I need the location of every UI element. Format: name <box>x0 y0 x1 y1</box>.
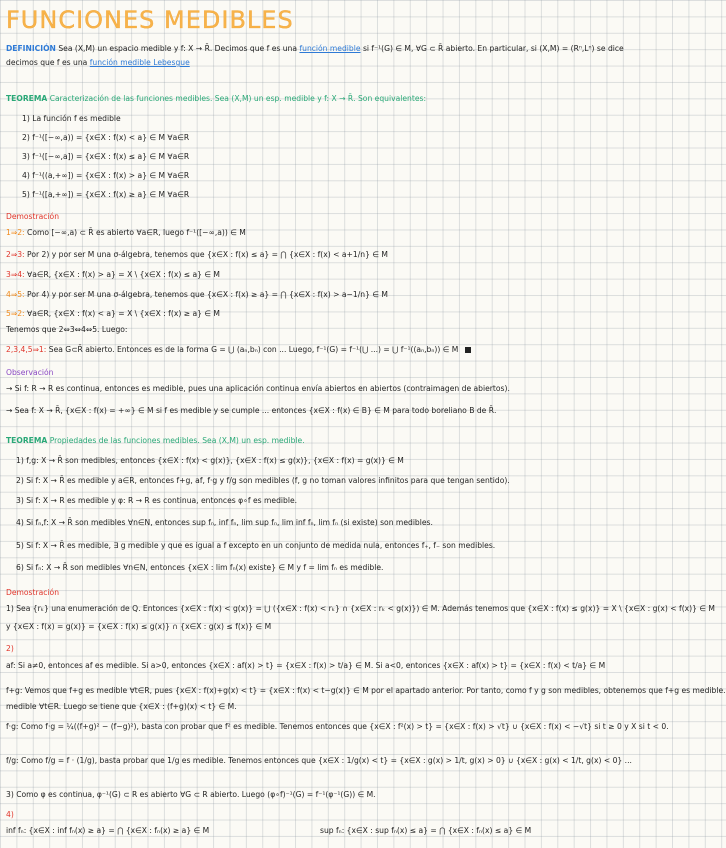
qed-mark <box>465 347 471 353</box>
proof2-line: medible ∀t∈R. Luego se tiene que {x∈X : (f+g)(x) < t} ∈ M. <box>6 702 237 711</box>
definition-line-1 <box>6 44 650 53</box>
theorem2-tag: TEOREMA <box>6 436 48 445</box>
definition-line-2 <box>6 58 650 67</box>
proof1-step: 2⇒3: Por 2) y por ser M una σ-álgebra, tenemos que {x∈X : f(x) ≤ a} = ⋂ {x∈X : f(x) < a+1/n} ∈ M <box>6 250 388 259</box>
note-line: → Sea f: X → R̄, {x∈X : f(x) = +∞} ∈ M si f es medible y se cumple ... entonces {x∈X : f(x) ∈ B} ∈ M para todo boreliano B de R̄. <box>6 406 497 415</box>
definition-highlight-2: función medible Lebesgue <box>89 58 190 67</box>
proof2-line: 4) <box>6 810 14 819</box>
theorem1-item: 2) f⁻¹([−∞,a)) = {x∈X : f(x) < a} ∈ M ∀a∈R <box>22 133 190 142</box>
theorem2-item: 1) f,g: X → R̄ son medibles, entonces {x∈X : f(x) < g(x)}, {x∈X : f(x) ≤ g(x)}, {x∈X : f(x) = g(x)} ∈ M <box>16 456 404 465</box>
theorem2-text: Propiedades de las funciones medibles. Sea (X,M) un esp. medible. <box>49 436 305 445</box>
proof1-step: Tenemos que 2⇔3⇔4⇔5. Luego: <box>6 325 128 334</box>
theorem1-item: 4) f⁻¹((a,+∞]) = {x∈X : f(x) > a} ∈ M ∀a∈R <box>22 171 190 180</box>
proof1-step: 4⇒5: Por 4) y por ser M una σ-álgebra, tenemos que {x∈X : f(x) ≥ a} = ⋂ {x∈X : f(x) > a−1/n} ∈ M <box>6 290 388 299</box>
note-heading: Observación <box>6 368 54 377</box>
theorem1-heading <box>6 94 650 103</box>
proof2-line: 2) <box>6 644 14 653</box>
definition-highlight: función medible <box>299 44 361 53</box>
proof1-step: 5⇒2: ∀a∈R, {x∈X : f(x) < a} = X \ {x∈X : f(x) ≥ a} ∈ M <box>6 309 220 318</box>
proof2-line: y {x∈X : f(x) = g(x)} = {x∈X : f(x) ≤ g(x)} ∩ {x∈X : g(x) ≤ f(x)} ∈ M <box>6 622 272 631</box>
page-title: FUNCIONES MEDIBLES <box>6 6 294 34</box>
theorem1-text: Caracterización de las funciones medibles. Sea (X,M) un esp. medible y f: X → R̄. Son equivalentes: <box>49 94 427 103</box>
definition-text-3: decimos que f es una <box>6 58 88 67</box>
theorem2-item: 3) Si f: X → R es medible y φ: R → R es continua, entonces φ∘f es medible. <box>16 496 298 505</box>
proof2-line: af: Si a≠0, entonces af es medible. Si a>0, entonces {x∈X : af(x) > t} = {x∈X : f(x) > t/a} ∈ M. Si a<0, entonces {x∈X : af(x) > t} = {x∈X : f(x) < t/a} ∈ M <box>6 661 606 670</box>
proof2-line: f/g: Como f/g = f · (1/g), basta probar que 1/g es medible. Tenemos entonces que {x∈X : 1/g(x) < t} = {x∈X : g(x) > 1/t, g(x) > 0} ∪ {x∈X : g(x) < 1/t, g(x) < 0} ... <box>6 756 632 765</box>
theorem1-item: 5) f⁻¹([a,+∞]) = {x∈X : f(x) ≥ a} ∈ M ∀a∈R <box>22 190 190 199</box>
definition-text: Sea (X,M) un espacio medible y f: X → R̄. Decimos que f es una <box>58 44 298 53</box>
theorem2-item: 5) Si f: X → R̄ es medible, ∃ g medible y que es igual a f excepto en un conjunto de medida nula, entonces f₊, f₋ son medibles. <box>16 541 496 550</box>
theorem1-item: 3) f⁻¹([−∞,a]) = {x∈X : f(x) ≤ a} ∈ M ∀a∈R <box>22 152 190 161</box>
theorem2-item: 2) Si f: X → R̄ es medible y a∈R, entonces f+g, af, f·g y f/g son medibles (f, g no toman valores infinitos para que tengan sentido). <box>16 476 510 485</box>
theorem1-item: 1) La función f es medible <box>22 114 121 123</box>
theorem2-item: 6) Si fₙ: X → R̄ son medibles ∀n∈N, entonces {x∈X : lim fₙ(x) existe} ∈ M y f = lim fₙ es medible. <box>16 563 384 572</box>
proof2-line: sup fₙ: {x∈X : sup fₙ(x) ≤ a} = ⋂ {x∈X : fₙ(x) ≤ a} ∈ M <box>320 826 532 835</box>
proof2-line: f·g: Como f·g = ¼((f+g)² − (f−g)²), basta con probar que f² es medible. Tenemos entonces que {x∈X : f²(x) > t} = {x∈X : f(x) > √t} ∪ {x∈X : f(x) < −√t} si t ≥ 0 y X si t < 0. <box>6 722 669 731</box>
theorem1-tag: TEOREMA <box>6 94 48 103</box>
proof2-line: 3) Como φ es continua, φ⁻¹(G) ⊂ R es abierto ∀G ⊂ R abierto. Luego (φ∘f)⁻¹(G) = f⁻¹(φ⁻¹(G)) ∈ M. <box>6 790 376 799</box>
note-line: → Si f: R → R es continua, entonces es medible, pues una aplicación continua envía abiertos en abiertos (contraimagen de abiertos). <box>6 384 510 393</box>
proof2-line: inf fₙ: {x∈X : inf fₙ(x) ≥ a} = ⋂ {x∈X : fₙ(x) ≥ a} ∈ M <box>6 826 210 835</box>
proof2-heading: Demostración <box>6 588 60 597</box>
theorem2-item: 4) Si fₙ,f: X → R̄ son medibles ∀n∈N, entonces sup fₙ, inf fₙ, lim sup fₙ, lim inf fₙ, lim fₙ (si existe) son medibles. <box>16 518 433 527</box>
proof1-step: 3⇒4: ∀a∈R, {x∈X : f(x) > a} = X \ {x∈X : f(x) ≤ a} ∈ M <box>6 270 220 279</box>
proof2-line: f+g: Vemos que f+g es medible ∀t∈R, pues {x∈X : f(x)+g(x) < t} = {x∈X : f(x) < t−g(x)} ∈ M por el apartado anterior. Por tanto, como f y g son medibles, obtenemos que f+g es medible. <box>6 686 726 695</box>
definition-tag: DEFINICIÓN <box>6 44 56 53</box>
proof2-line: 1) Sea {rₖ} una enumeración de Q. Entonces {x∈X : f(x) < g(x)} = ⋃ ({x∈X : f(x) < rₖ} ∩ {x∈X : rₖ < g(x)}) ∈ M. Además tenemos que {x∈X : f(x) ≤ g(x)} = X \ {x∈X : g(x) < f(x)} ∈ M <box>6 604 715 613</box>
proof1-step: 1⇒2: Como [−∞,a) ⊂ R̄ es abierto ∀a∈R, luego f⁻¹([−∞,a)) ∈ M <box>6 228 246 237</box>
proof1-heading: Demostración <box>6 212 60 221</box>
definition-text-2: si f⁻¹(G) ∈ M, ∀G ⊂ R̄ abierto. En particular, si (X,M) = (Rⁿ,Lⁿ) se dice <box>362 44 624 53</box>
theorem2-heading <box>6 436 650 445</box>
proof1-step: 2,3,4,5⇒1: Sea G⊂R̄ abierto. Entonces es de la forma G = ⋃ (aₙ,bₙ) con ... Luego, f⁻¹(G) = f⁻¹(⋃ ...) = ⋃ f⁻¹((aₙ,bₙ)) ∈ M <box>6 345 650 354</box>
